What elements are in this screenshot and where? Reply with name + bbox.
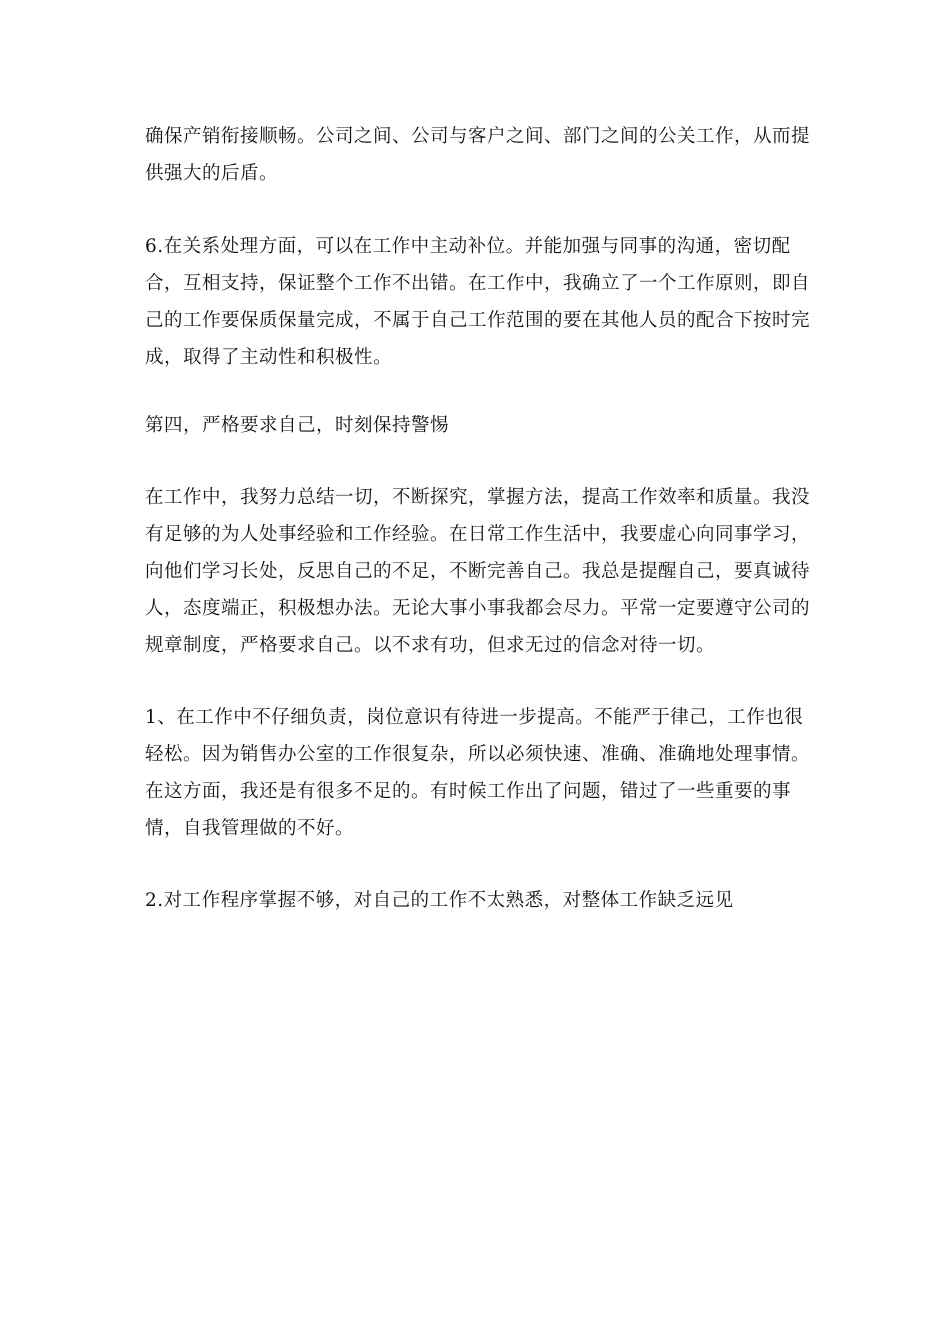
paragraph-shortcoming-1: 1、在工作中不仔细负责，岗位意识有待进一步提高。不能严于律己，工作也很轻松。因为销售办公室的工作很复杂，所以必须快速、准确、准确地处理事情。在这方面，我还是有很多不足的。有时候工作出了问题，错过了一些重要的事情，自我管理做的不好。 xyxy=(145,707,811,839)
paragraph-public-relations: 确保产销衔接顺畅。公司之间、公司与客户之间、部门之间的公关工作，从而提供强大的后盾。 xyxy=(145,126,811,184)
paragraph-work-summary: 在工作中，我努力总结一切，不断探究，掌握方法，提高工作效率和质量。我没有足够的为人处事经验和工作经验。在日常工作生活中，我要虚心向同事学习，向他们学习长处，反思自己的不足，不断完善自己。我总是提醒自己，要真诚待人，态度端正，积极想办法。无论大事小事我都会尽力。平常一定要遵守公司的规章制度，严格要求自己。以不求有功，但求无过的信念对待一切。 xyxy=(145,487,811,656)
paragraph-shortcoming-2: 2.对工作程序掌握不够，对自己的工作不太熟悉，对整体工作缺乏远见 xyxy=(145,890,734,911)
paragraph-relationship-handling: 6.在关系处理方面，可以在工作中主动补位。并能加强与同事的沟通，密切配合，互相支持，保证整个工作不出错。在工作中，我确立了一个工作原则，即自己的工作要保质保量完成，不属于自己工作范围的要在其他人员的配合下按时完成，取得了主动性和积极性。 xyxy=(145,236,811,368)
section-heading-fourth: 第四，严格要求自己，时刻保持警惕 xyxy=(145,415,450,436)
document-body xyxy=(145,118,815,919)
